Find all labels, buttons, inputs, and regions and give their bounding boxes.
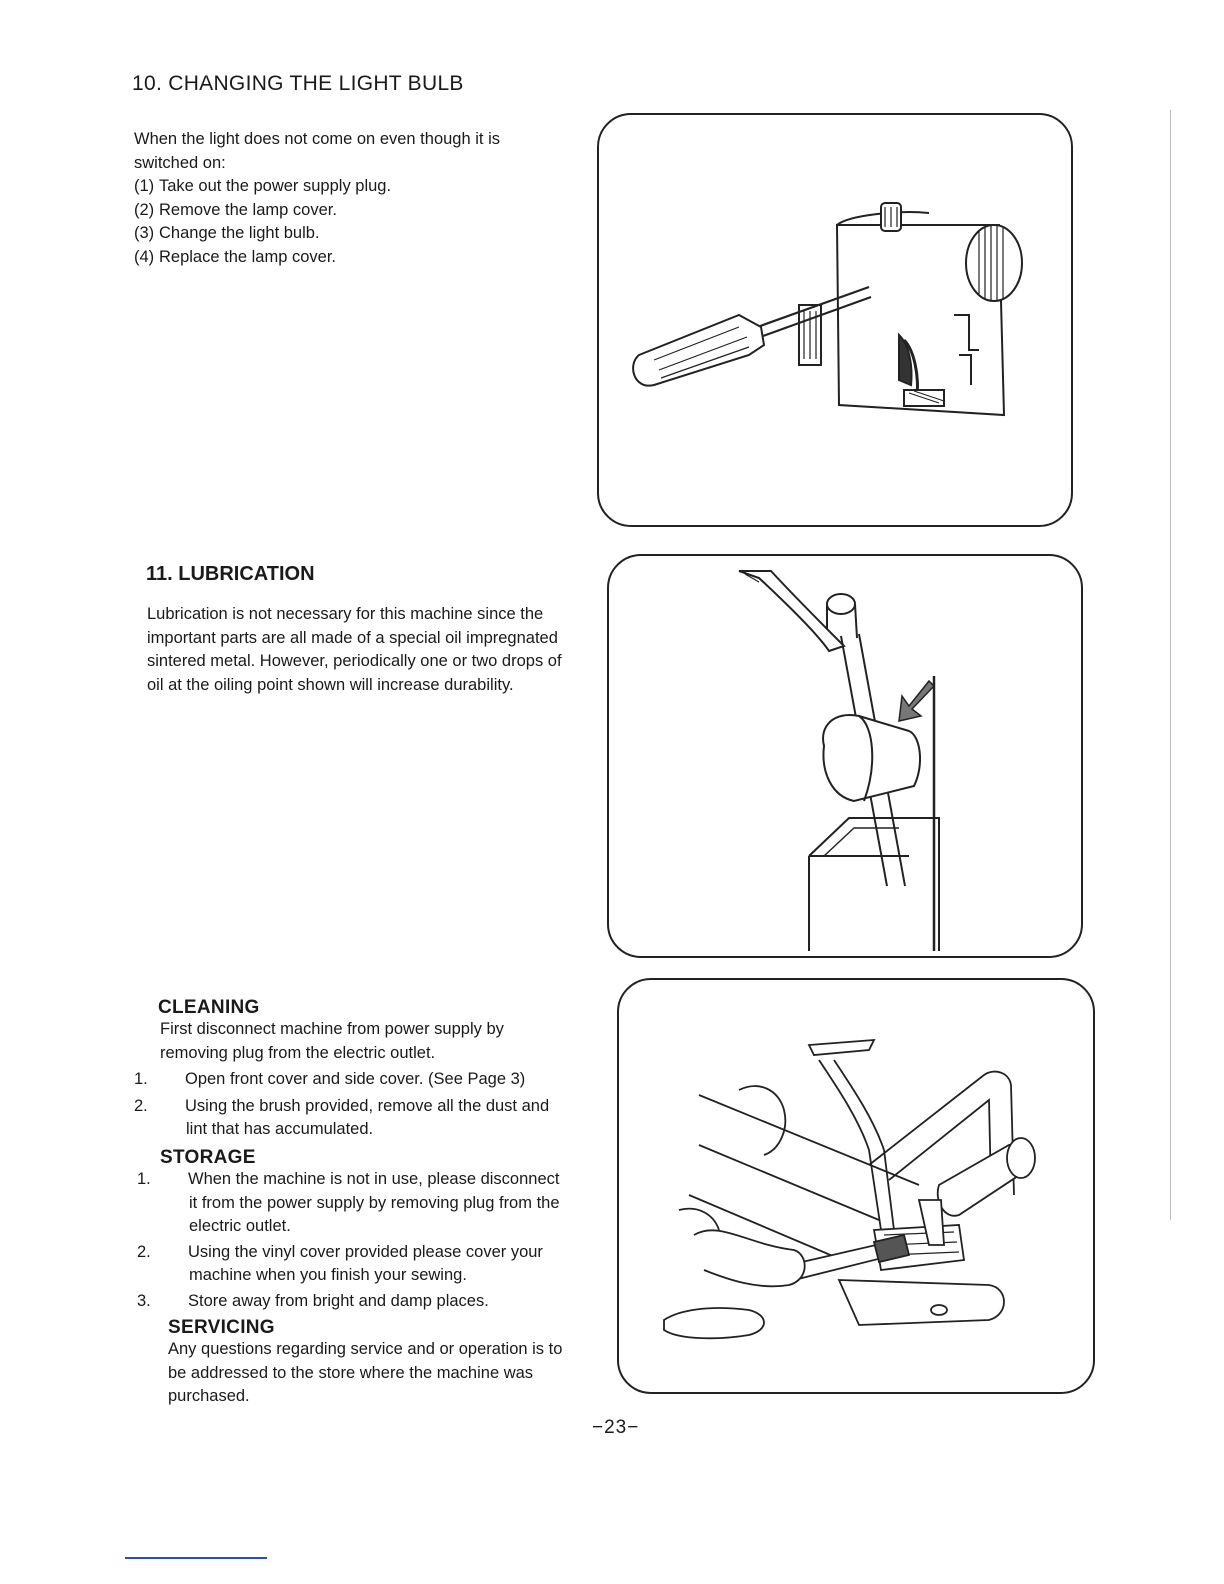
storage-step: 3. Store away from bright and damp places. [137, 1291, 489, 1310]
storage-step: 1. When the machine is not in use, please disconnect it from the power supply by removing plug from the electric outlet. [137, 1170, 560, 1235]
page-number: −23− [592, 1417, 640, 1438]
storage-step: 2. Using the vinyl cover provided please cover your machine when you finish your sewing. [137, 1242, 543, 1284]
light-bulb-step: (2) Remove the lamp cover. [134, 200, 337, 219]
light-bulb-intro: When the light does not come on even though it is switched on: [134, 130, 500, 172]
light-bulb-illustration [597, 113, 1073, 527]
cleaning-illustration [617, 978, 1095, 1394]
footer-rule [125, 1557, 267, 1559]
servicing-text: Any questions regarding service and or operation is to be addressed to the store where the machine was purchased. [168, 1340, 563, 1405]
section-title-servicing: SERVICING [168, 1317, 275, 1338]
section-title-storage: STORAGE [160, 1147, 256, 1168]
section-title-lubrication: 11. LUBRICATION [146, 563, 315, 585]
lubrication-text: Lubrication is not necessary for this machine since the important parts are all made of a special oil impregnated sintered metal. However, periodically one or two drops of oil at the oiling point shown will increase durability. [147, 605, 562, 694]
storage-text [137, 1168, 571, 1313]
section-title-cleaning: CLEANING [158, 997, 260, 1018]
lubrication-illustration [607, 554, 1083, 958]
light-bulb-text [134, 128, 564, 269]
scan-edge-line [1170, 110, 1171, 1220]
cleaning-intro: First disconnect machine from power supply by removing plug from the electric outlet. [160, 1020, 504, 1062]
section-title-light-bulb: 10. CHANGING THE LIGHT BULB [132, 72, 464, 95]
light-bulb-step: (4) Replace the lamp cover. [134, 247, 337, 266]
cleaning-step: 2. Using the brush provided, remove all the dust and lint that has accumulated. [134, 1096, 550, 1138]
cleaning-text [134, 1018, 570, 1142]
light-bulb-step: (1) Take out the power supply plug. [134, 177, 392, 195]
light-bulb-step: (3) Change the light bulb. [134, 224, 320, 242]
cleaning-step: 1. Open front cover and side cover. (See Page 3) [134, 1070, 526, 1088]
